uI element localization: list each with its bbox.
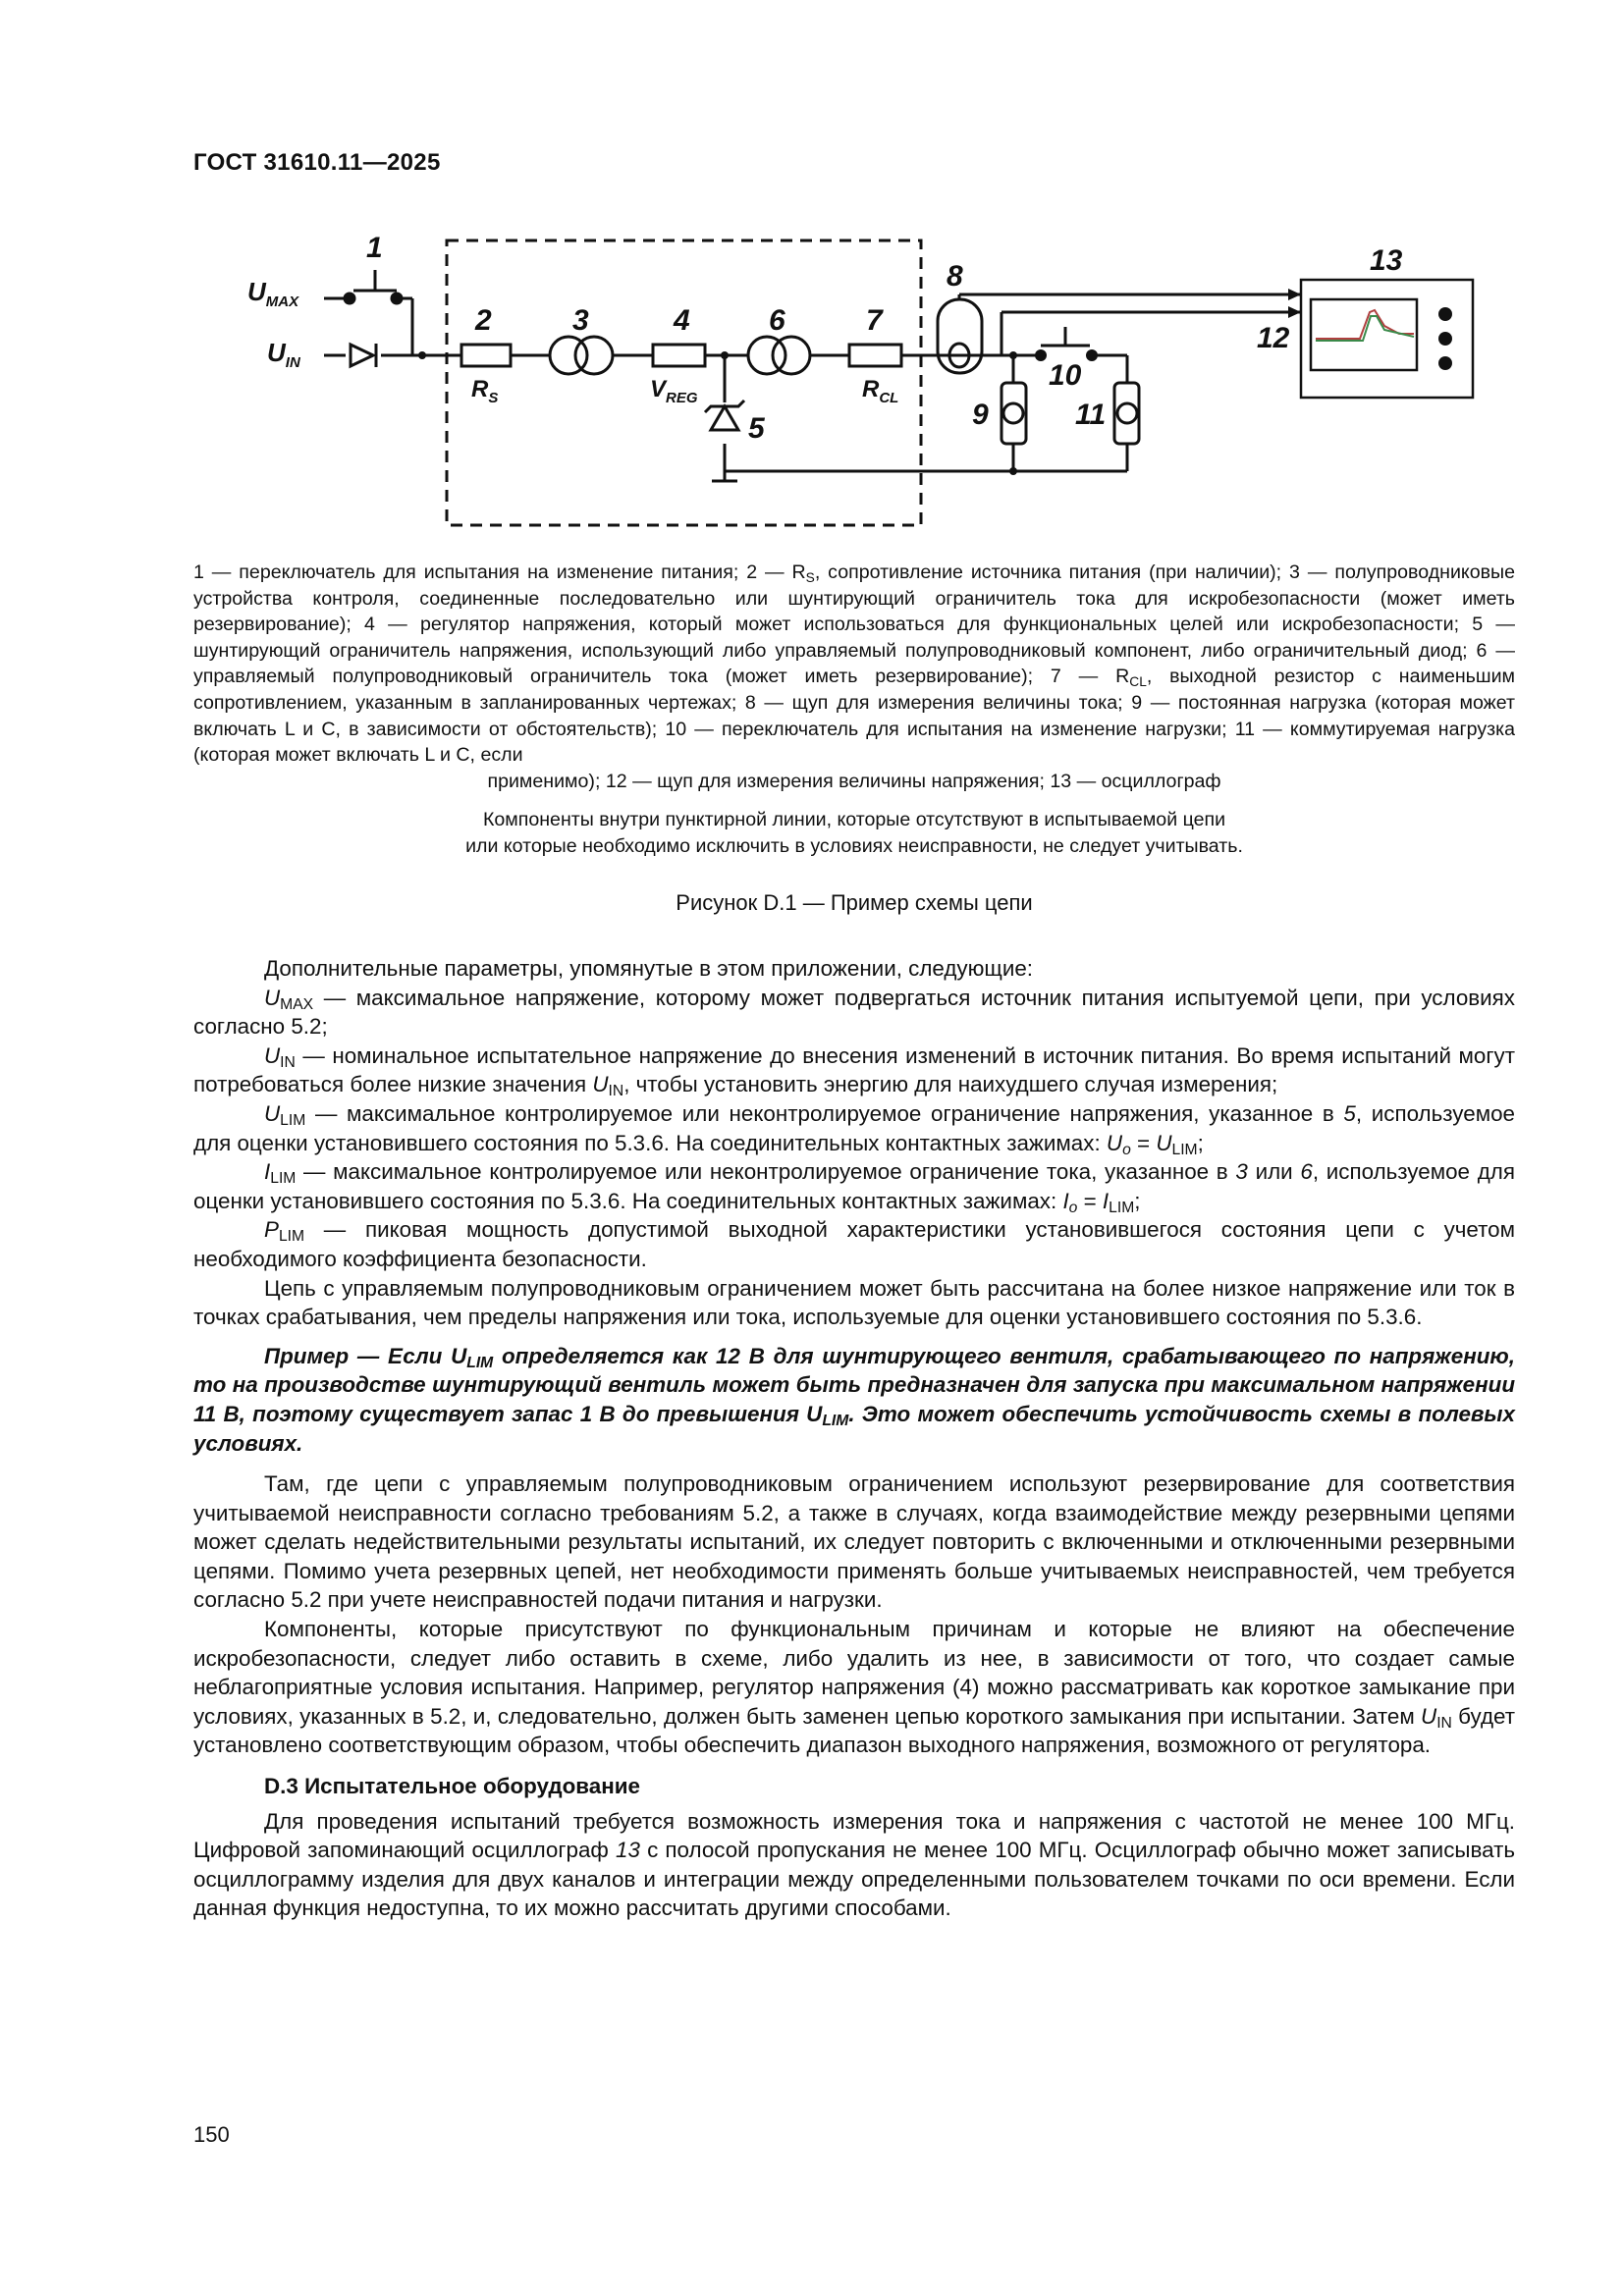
dashed-boundary	[447, 240, 921, 525]
body-text	[193, 954, 1515, 1923]
figure-legend	[193, 560, 1515, 794]
paragraph-5: Для проведения испытаний требуется возможность измерения тока и напряжения с частотой не менее 100 МГц. Цифровой запоминающий осциллограф 13 с полосой пропускания не менее 100 МГц. Осциллограф обычно может записывать осциллограмму изделия для двух каналов и интеграции между определенными пользователем точками по оси времени. Если данная функция недоступна, то их можно рассчитать другими способами.	[193, 1808, 1516, 1921]
param-ulim: $U_{LIM}$ — максимальное контролируемое или неконтролируемое ограничение напряжения, указанное в 5, используемое для оценки установившего состояния по 5.3.6. На соединительных контактных зажимах: $U_o = U_{LIM}$;	[193, 1100, 1515, 1158]
paragraph-intro: Дополнительные параметры, упомянутые в этом приложении, следующие:	[264, 956, 1034, 981]
paragraph-2: Цепь с управляемым полупроводниковым ограничением может быть рассчитана на более низкое напряжение или ток в точках срабатывания, чем пределы напряжения или тока, используемые для оценки установившего состояния по 5.3.6.	[193, 1275, 1515, 1330]
resistor-rs	[461, 345, 511, 366]
figure-note-line1: Компоненты внутри пунктирной линии, которые отсутствуют в испытываемой цепи	[482, 809, 1226, 830]
component-6-right	[773, 337, 810, 374]
label-8: 8	[947, 260, 963, 293]
label-10: 10	[1049, 359, 1082, 392]
label-vreg: $V_{REG}$	[650, 376, 698, 406]
label-rs: $R_S$	[471, 376, 499, 406]
legend-text: 1 — переключатель для испытания на изменение питания; 2 — $R_S$, сопротивление источника питания (при наличии); 3 — полупроводниковые устройства контроля, соединенные последовательно или шунтирующий ограничитель тока для искробезопасности (может иметь резервирование); 4 — регулятор напряжения, который может использоваться для функциональных целей или искробезопасности; 5 — шунтирующий ограничитель напряжения, использующий либо управляемый полупроводниковый компонент, либо ограничительный диод; 6 — управляемый полупроводниковый ограничитель тока (может иметь резервирование); 7 — $R_{CL}$, выходной резистор с наименьшим сопротивлением, указанным в запланированных чертежах; 8 — щуп для измерения величины тока; 9 — постоянная нагрузка (которая может включать L и C, в зависимости от обстоятельств); 10 — переключатель для испытания на изменение нагрузки; 11 — коммутируемая нагрузка (которая может включать L и C, если	[193, 561, 1515, 767]
component-3-right	[575, 337, 613, 374]
figure-caption: Рисунок D.1 — Пример схемы цепи	[676, 890, 1033, 915]
label-6: 6	[769, 304, 785, 337]
paragraph-4: Компоненты, которые присутствуют по функциональным причинам и которые не влияют на обеспечение искробезопасности, следует либо оставить в схеме, либо удалить из нее, в зависимости от того, что создает самые неблагоприятные условия испытания. Например, регулятор напряжения (4) можно рассматривать как короткое замыкание при условиях, указанных в 5.2, и, следовательно, должен быть заменен цепью короткого замыкания при испытании. Затем $U_{IN}$ будет установлено соответствующим образом, чтобы обеспечить диапазон выходного напряжения, возможного от регулятора.	[193, 1617, 1515, 1758]
label-umax: $U_{MAX}$	[247, 277, 299, 310]
figure-note-line2: или которые необходимо исключить в условиях неисправности, не следует учитывать.	[465, 835, 1243, 857]
label-4: 4	[674, 304, 690, 337]
param-uin: $U_{IN}$ — номинальное испытательное напряжение до внесения изменений в источник питания. Во время испытаний могут потребоваться более низкие значения $U_{IN}$, чтобы установить энергию для наихудшего случая измерения;	[193, 1042, 1515, 1100]
label-5: 5	[748, 412, 765, 445]
label-1: 1	[366, 232, 383, 264]
paragraph-3: Там, где цепи с управляемым полупроводниковым ограничением используют резервирование для соответствия учитываемой неисправности согласно требованиям 5.2, а также в случаях, когда взаимодействие между резервными цепями может сделать недействительными результаты испытаний, их следует повторить с включенными и отключенными резервными цепями. Помимо учета резервных цепей, нет необходимости применять больше учитываемых неисправностей, чем требуется согласно 5.2 при учете неисправностей подачи питания и нагрузки.	[193, 1471, 1515, 1613]
label-12: 12	[1257, 322, 1290, 354]
label-rcl: $R_{CL}$	[862, 376, 899, 406]
label-13: 13	[1370, 244, 1403, 277]
regulator-vreg	[653, 345, 705, 366]
label-3: 3	[572, 304, 589, 337]
label-2: 2	[475, 304, 492, 337]
param-umax: $U_{MAX}$ — максимальное напряжение, которому может подвергаться источник питания испытуемой цепи, при условиях согласно 5.2;	[193, 985, 1515, 1040]
current-probe	[938, 299, 982, 373]
label-7: 7	[866, 304, 883, 337]
param-ilim: $I_{LIM}$ — максимальное контролируемое или неконтролируемое ограничение тока, указанное в 3 или 6, используемое для оценки установившего состояния по 5.3.6. На соединительных контактных зажимах: $I_o = I_{LIM}$;	[193, 1159, 1515, 1216]
label-11: 11	[1075, 399, 1107, 431]
label-uin: $U_{IN}$	[267, 338, 300, 371]
example-note: Пример — Если $U_{LIM}$ определяется как 12 В для шунтирующего вентиля, срабатывающего по напряжению, то на производстве шунтирующий вентиль может быть предназначен для запуска при максимальном напряжении 11 В, поэтому существует запас 1 В до превышения $U_{LIM}$. Это может обеспечить устойчивость схемы в полевых условиях.	[193, 1343, 1515, 1456]
figure-note	[193, 807, 1515, 860]
legend-last-line: применимо); 12 — щуп для измерения величины напряжения; 13 — осциллограф	[487, 770, 1221, 792]
param-plim: $P_{LIM}$ — пиковая мощность допустимой выходной характеристики установившегося состояния цепи с учетом необходимого коэффициента безопасности.	[193, 1217, 1515, 1271]
document-header: ГОСТ 31610.11—2025	[193, 149, 441, 176]
circuit-diagram	[236, 221, 1492, 555]
label-9: 9	[972, 399, 989, 431]
section-heading: D.3 Испытательное оборудование	[264, 1774, 640, 1799]
page-number: 150	[193, 2122, 230, 2147]
resistor-rcl	[849, 345, 901, 366]
